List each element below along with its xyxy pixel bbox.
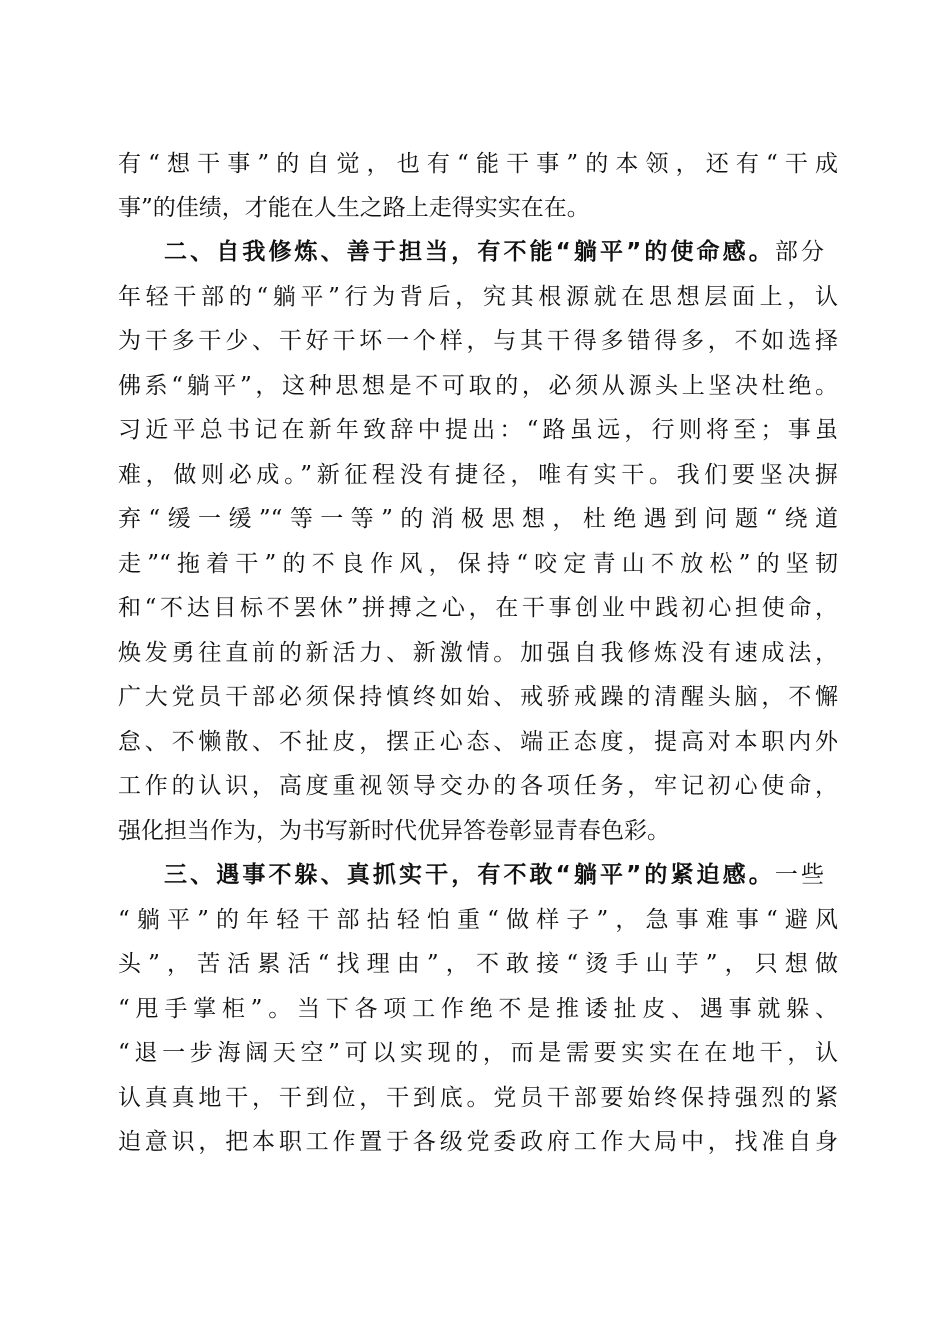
para2-line-6: 弃“缓一缓”“等一等”的消极思想，杜绝遇到问题“绕道 [118,506,838,532]
para1-line-1: 有“想干事”的自觉，也有“能干事”的本领，还有“干成 [118,151,838,177]
para1-line-2: 事”的佳绩，才能在人生之路上走得实实在在。 [118,195,590,221]
para3-line-1: “躺平”的年轻干部拈轻怕重“做样子”，急事难事“避风 [118,907,838,933]
para2-line-10: 广大党员干部必须保持慎终如始、戒骄戒躁的清醒头脑，不懈 [118,684,838,710]
para2-first-line-rest: 部分 [774,239,825,265]
para2-line-2: 为干多干少、干好干坏一个样，与其干得多错得多，不如选择 [118,328,838,354]
para3-line-2: 头”，苦活累活“找理由”，不敢接“烫手山芋”，只想做 [118,951,838,977]
para3-line-6: 迫意识，把本职工作置于各级党委政府工作大局中，找准自身 [118,1129,838,1155]
para2-line-7: 走”“拖着干”的不良作风，保持“咬定青山不放松”的坚韧 [118,551,838,577]
para2-line-8: 和“不达目标不罢休”拼搏之心，在干事创业中践初心担使命， [118,595,838,621]
para2-line-12: 工作的认识，高度重视领导交办的各项任务，牢记初心使命， [118,773,838,799]
para3-line-3: “甩手掌柜”。当下各项工作绝不是推诿扯皮、遇事就躲、 [118,996,838,1022]
para3-heading: 三、遇事不躲、真抓实干，有不敢“躺平”的紧迫感。 [164,862,775,888]
para2-heading-line [164,230,824,274]
para3-first-line-rest: 一些 [774,862,825,888]
para3-line-4: “退一步海阔天空”可以实现的，而是需要实实在在地干，认 [118,1040,838,1066]
para2-line-1: 年轻干部的“躺平”行为背后，究其根源就在思想层面上，认 [118,284,838,310]
para2-line-4: 习近平总书记在新年致辞中提出：“路虽远，行则将至；事虽 [118,417,838,443]
para2-heading: 二、自我修炼、善于担当，有不能“躺平”的使命感。 [164,239,775,265]
para2-line-5: 难，做则必成。”新征程没有捷径，唯有实干。我们要坚决摒 [118,462,838,488]
para3-line-5: 认真真地干，干到位，干到底。党员干部要始终保持强烈的紧 [118,1085,838,1111]
para2-line-13: 强化担当作为，为书写新时代优异答卷彰显青春色彩。 [118,818,670,844]
para2-line-9: 焕发勇往直前的新活力、新激情。加强自我修炼没有速成法， [118,640,838,666]
para2-line-11: 怠、不懒散、不扯皮，摆正心态、端正态度，提高对本职内外 [118,729,838,755]
para2-line-3: 佛系“躺平”，这种思想是不可取的，必须从源头上坚决杜绝。 [118,373,838,399]
para3-heading-line [164,853,824,897]
